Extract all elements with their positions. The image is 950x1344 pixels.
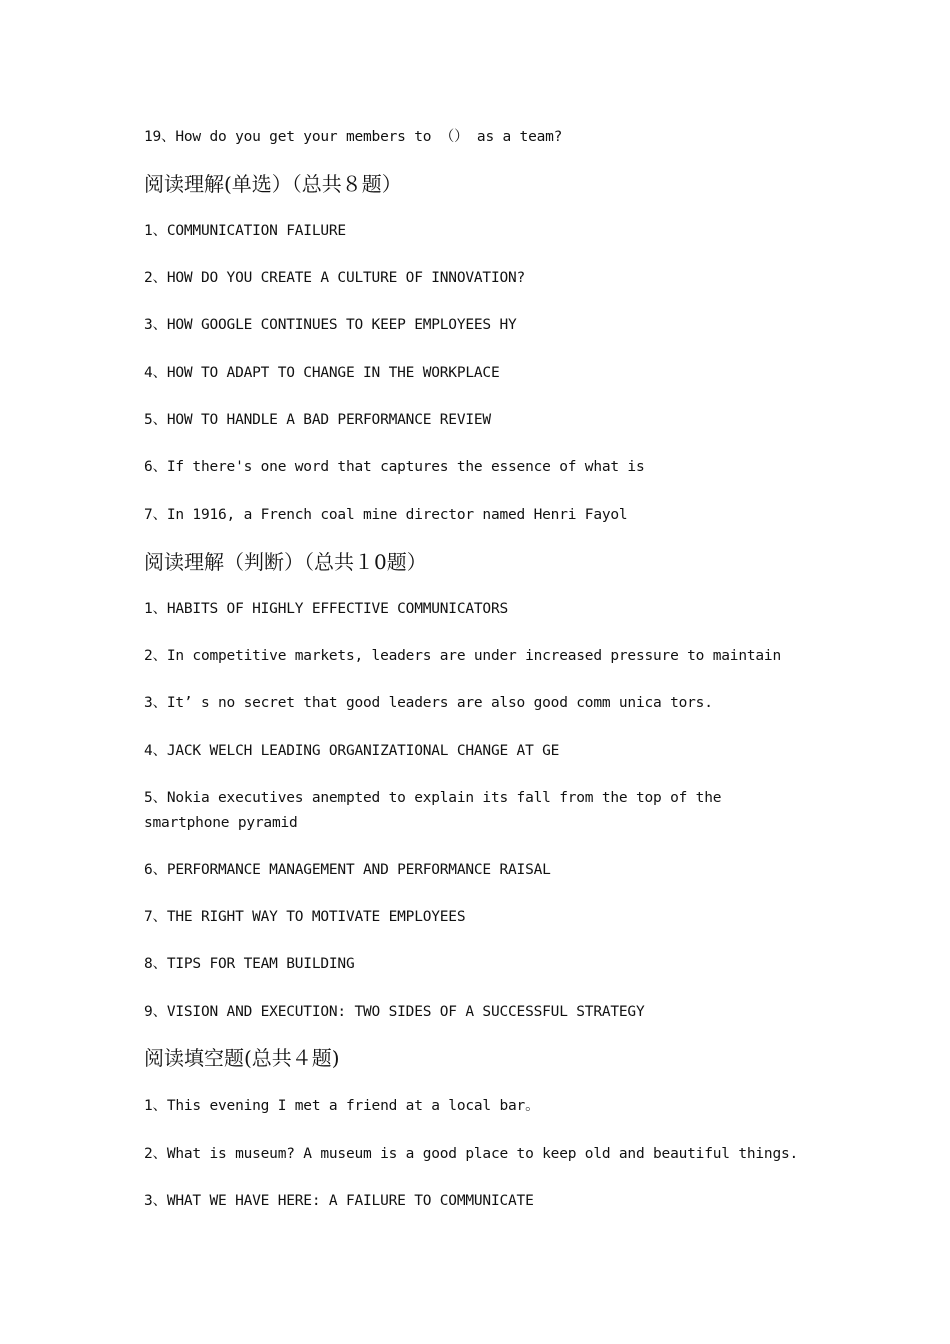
list-item: 5、HOW TO HANDLE A BAD PERFORMANCE REVIEW xyxy=(144,412,491,428)
list-item: 9、VISION AND EXECUTION: TWO SIDES OF A SUCCESSFUL STRATEGY xyxy=(144,1004,645,1020)
question-item: 19、How do you get your members to （） as a team? xyxy=(144,129,563,145)
section-heading-reading-single-choice: 阅读理解(单选）（总共８题） xyxy=(144,172,402,196)
list-item: 2、HOW DO YOU CREATE A CULTURE OF INNOVATION? xyxy=(144,270,526,286)
list-item: 3、It’ s no secret that good leaders are also good comm unica tors. xyxy=(144,695,713,711)
list-item: 3、HOW GOOGLE CONTINUES TO KEEP EMPLOYEES HY xyxy=(144,317,517,333)
list-item: 1、COMMUNICATION FAILURE xyxy=(144,223,346,239)
list-item: 1、HABITS OF HIGHLY EFFECTIVE COMMUNICATORS xyxy=(144,601,509,617)
list-item: 4、HOW TO ADAPT TO CHANGE IN THE WORKPLACE xyxy=(144,365,500,381)
list-item: 6、If there's one word that captures the essence of what is xyxy=(144,459,645,475)
list-item: 3、WHAT WE HAVE HERE: A FAILURE TO COMMUNICATE xyxy=(144,1193,534,1209)
section-heading-reading-fill-blank: 阅读填空题(总共４题) xyxy=(144,1046,340,1070)
list-item: 2、What is museum? A museum is a good place to keep old and beautiful things. xyxy=(144,1146,799,1162)
list-item: 4、JACK WELCH LEADING ORGANIZATIONAL CHANGE AT GE xyxy=(144,743,560,759)
section-heading-reading-judgement: 阅读理解（判断）（总共１0题） xyxy=(144,550,427,574)
list-item: 7、THE RIGHT WAY TO MOTIVATE EMPLOYEES xyxy=(144,909,466,925)
list-item: 8、TIPS FOR TEAM BUILDING xyxy=(144,956,355,972)
list-item: 7、In 1916, a French coal mine director named Henri Fayol xyxy=(144,507,628,523)
list-item: 6、PERFORMANCE MANAGEMENT AND PERFORMANCE RAISAL xyxy=(144,862,551,878)
list-item: 5、Nokia executives anempted to explain its fall from the top of the smartphone pyramid xyxy=(144,790,722,831)
list-item: 1、This evening I met a friend at a local bar。 xyxy=(144,1098,540,1114)
list-item: 2、In competitive markets, leaders are under increased pressure to maintain xyxy=(144,648,781,664)
